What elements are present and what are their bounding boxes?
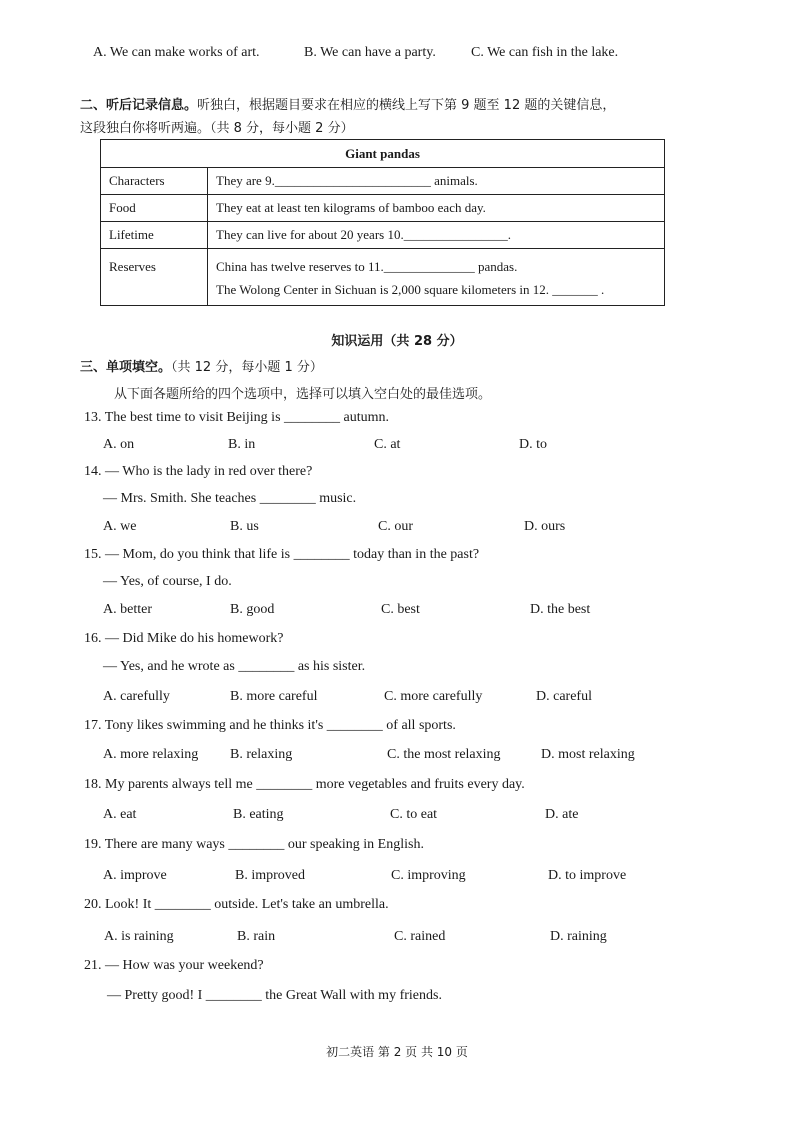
q17-option-c: C. the most relaxing <box>387 747 501 762</box>
q20-option-d: D. raining <box>550 929 607 944</box>
page-footer: 初二英语 第 2 页 共 10 页 <box>326 1045 468 1059</box>
row-content-line: China has twelve reserves to 11.______________ pandas. <box>216 259 518 274</box>
row-label: Characters <box>101 168 208 195</box>
section3-instructions: 从下面各题所给的四个选项中，选择可以填入空白处的最佳选项。 <box>114 387 492 402</box>
option-b: B. We can have a party. <box>304 45 436 60</box>
part-title: 知识运用（共 28 分） <box>331 334 463 349</box>
q16-option-a: A. carefully <box>103 689 170 704</box>
question-14-reply: — Mrs. Smith. She teaches ________ music. <box>103 491 357 506</box>
question-16-stem: 16. — Did Mike do his homework? <box>84 631 284 646</box>
row-content-line: The Wolong Center in Sichuan is 2,000 square kilometers in 12. _______ . <box>216 282 605 297</box>
question-15-reply: — Yes, of course, I do. <box>103 574 232 589</box>
q17-option-a: A. more relaxing <box>103 747 199 762</box>
q14-option-a: A. we <box>103 519 137 534</box>
q18-option-c: C. to eat <box>390 807 438 822</box>
q18-option-b: B. eating <box>233 807 284 822</box>
q16-option-c: C. more carefully <box>384 689 483 704</box>
q20-option-a: A. is raining <box>104 929 174 944</box>
section2-instructions-1: 听独白，根据题目要求在相应的横线上写下第 9 题至 12 题的关键信息， <box>197 98 616 113</box>
q13-option-c: C. at <box>374 437 401 452</box>
q16-option-d: D. careful <box>536 689 592 704</box>
q19-option-d: D. to improve <box>548 868 627 883</box>
giant-pandas-table <box>100 139 665 306</box>
section3-heading-line <box>80 356 323 375</box>
question-13-stem: 13. The best time to visit Beijing is ________ autumn. <box>84 410 390 425</box>
q15-option-b: B. good <box>230 602 275 617</box>
table-row <box>101 195 665 222</box>
row-label: Reserves <box>101 249 208 306</box>
row-content: They can live for about 20 years 10.________________. <box>208 222 665 249</box>
option-a: A. We can make works of art. <box>93 45 260 60</box>
section2-heading-line <box>80 94 615 113</box>
q17-option-b: B. relaxing <box>230 747 293 762</box>
q17-option-d: D. most relaxing <box>541 747 635 762</box>
q15-option-d: D. the best <box>530 602 591 617</box>
row-content <box>208 249 665 306</box>
q18-option-d: D. ate <box>545 807 579 822</box>
q16-option-b: B. more careful <box>230 689 318 704</box>
table-row <box>101 249 665 306</box>
q14-option-b: B. us <box>230 519 259 534</box>
question-19-stem: 19. There are many ways ________ our speaking in English. <box>84 837 424 852</box>
q13-option-a: A. on <box>103 437 135 452</box>
q14-option-d: D. ours <box>524 519 566 534</box>
question-21-reply: — Pretty good! I ________ the Great Wall with my friends. <box>107 988 442 1003</box>
section3-heading: 三、单项填空。 <box>80 360 172 375</box>
row-label: Lifetime <box>101 222 208 249</box>
section3-points: （共 12 分，每小题 1 分） <box>171 360 323 375</box>
q20-option-b: B. rain <box>237 929 276 944</box>
question-15-stem: 15. — Mom, do you think that life is ________ today than in the past? <box>84 547 480 562</box>
row-label: Food <box>101 195 208 222</box>
question-20-stem: 20. Look! It ________ outside. Let's take an umbrella. <box>84 897 389 912</box>
question-14-stem: 14. — Who is the lady in red over there? <box>84 464 313 479</box>
question-21-stem: 21. — How was your weekend? <box>84 958 264 973</box>
q14-option-c: C. our <box>378 519 413 534</box>
q20-option-c: C. rained <box>394 929 446 944</box>
q15-option-a: A. better <box>103 602 152 617</box>
table-title: Giant pandas <box>101 140 665 168</box>
question-16-reply: — Yes, and he wrote as ________ as his sister. <box>103 659 366 674</box>
section2-instructions-2: 这段独白你将听两遍。（共 8 分，每小题 2 分） <box>80 121 354 136</box>
question-18-stem: 18. My parents always tell me ________ more vegetables and fruits every day. <box>84 777 525 792</box>
section2-heading: 二、听后记录信息。 <box>80 98 198 113</box>
q19-option-a: A. improve <box>103 868 167 883</box>
row-content: They are 9.________________________ animals. <box>208 168 665 195</box>
q18-option-a: A. eat <box>103 807 137 822</box>
option-c: C. We can fish in the lake. <box>471 45 619 60</box>
q19-option-c: C. improving <box>391 868 466 883</box>
row-content: They eat at least ten kilograms of bamboo each day. <box>208 195 665 222</box>
q15-option-c: C. best <box>381 602 420 617</box>
table-row <box>101 168 665 195</box>
q19-option-b: B. improved <box>235 868 305 883</box>
question-17-stem: 17. Tony likes swimming and he thinks it's ________ of all sports. <box>84 718 456 733</box>
table-row <box>101 222 665 249</box>
q13-option-d: D. to <box>519 437 547 452</box>
q13-option-b: B. in <box>228 437 256 452</box>
